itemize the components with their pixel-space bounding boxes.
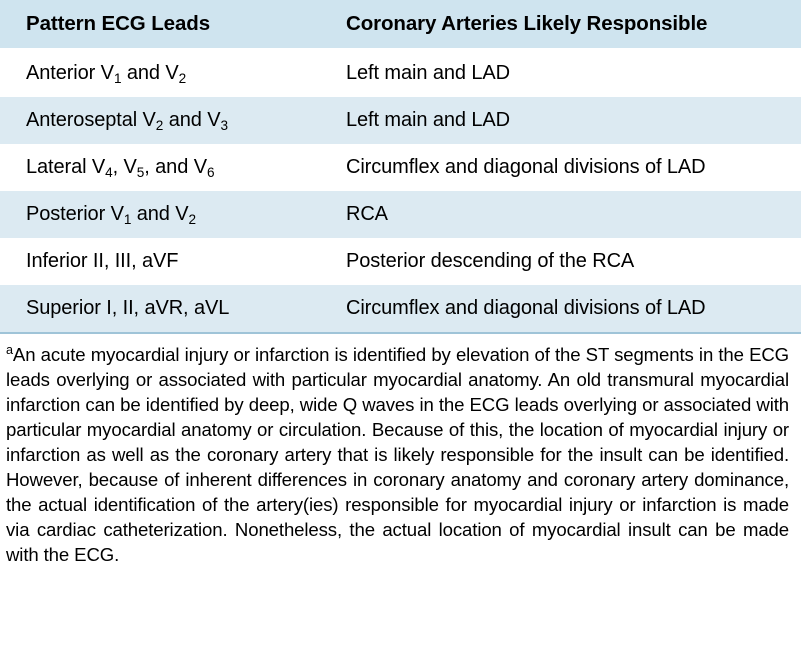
pattern-conjunction: and V [131, 203, 189, 225]
table-footnote [0, 334, 801, 567]
table-row [0, 238, 801, 285]
column-header-pattern: Pattern ECG Leads [0, 0, 336, 49]
cell-pattern [0, 144, 336, 191]
cell-artery: RCA [336, 191, 801, 238]
footnote-marker: a [6, 342, 13, 357]
cell-artery: Left main and LAD [336, 97, 801, 144]
pattern-conjunction: , V [112, 156, 137, 178]
pattern-text: Anteroseptal V [26, 109, 156, 131]
pattern-tail: , and V [144, 156, 207, 178]
lead-subscript: 2 [178, 70, 187, 86]
cell-artery: Circumflex and diagonal divisions of LAD [336, 285, 801, 333]
table-body [0, 49, 801, 333]
pattern-text: Anterior V [26, 62, 114, 84]
lead-subscript: 1 [123, 211, 132, 227]
lead-subscript: 2 [188, 211, 196, 227]
cell-artery: Circumflex and diagonal divisions of LAD [336, 144, 801, 191]
table-row [0, 97, 801, 144]
lead-subscript: 6 [206, 164, 215, 180]
cell-pattern: Superior I, II, aVR, aVL [0, 285, 336, 333]
column-header-arteries: Coronary Arteries Likely Responsible [336, 0, 801, 49]
cell-pattern: Inferior II, III, aVF [0, 238, 336, 285]
table-header-row [0, 0, 801, 49]
table-row [0, 191, 801, 238]
cell-pattern [0, 49, 336, 97]
footnote-text: An acute myocardial injury or infarction is identified by elevation of the ST segments in the ECG leads overlying or associated with particular myocardial anatomy. An old transmural myocardial infarction can be identified by deep, wide Q waves in the ECG leads overlying or associated with particular myocardial anatomy or circulation. Because of this, the location of myocardial injury or infarction as well as the coronary artery that is likely responsible for the insult can be identified. However, because of inherent differences in coronary anatomy and coronary artery dominance, the actual identification of the artery(ies) responsible for myocardial injury or infarction is made via cardiac catheterization. Nonetheless, the actual location of myocardial insult can be made with the ECG. [6, 344, 789, 565]
table-row [0, 285, 801, 333]
pattern-conjunction: and V [121, 62, 179, 84]
pattern-conjunction: and V [163, 109, 221, 131]
table-row [0, 144, 801, 191]
lead-subscript: 3 [220, 117, 228, 133]
table-header [0, 0, 801, 49]
pattern-text: Posterior V [26, 203, 124, 225]
lead-subscript: 5 [136, 164, 145, 180]
lead-subscript: 4 [105, 164, 113, 180]
cell-artery: Posterior descending of the RCA [336, 238, 801, 285]
cell-pattern [0, 97, 336, 144]
pattern-text: Lateral V [26, 156, 106, 178]
cell-pattern [0, 191, 336, 238]
lead-subscript: 2 [155, 117, 164, 133]
table-row [0, 49, 801, 97]
lead-subscript: 1 [113, 70, 122, 86]
cell-artery: Left main and LAD [336, 49, 801, 97]
